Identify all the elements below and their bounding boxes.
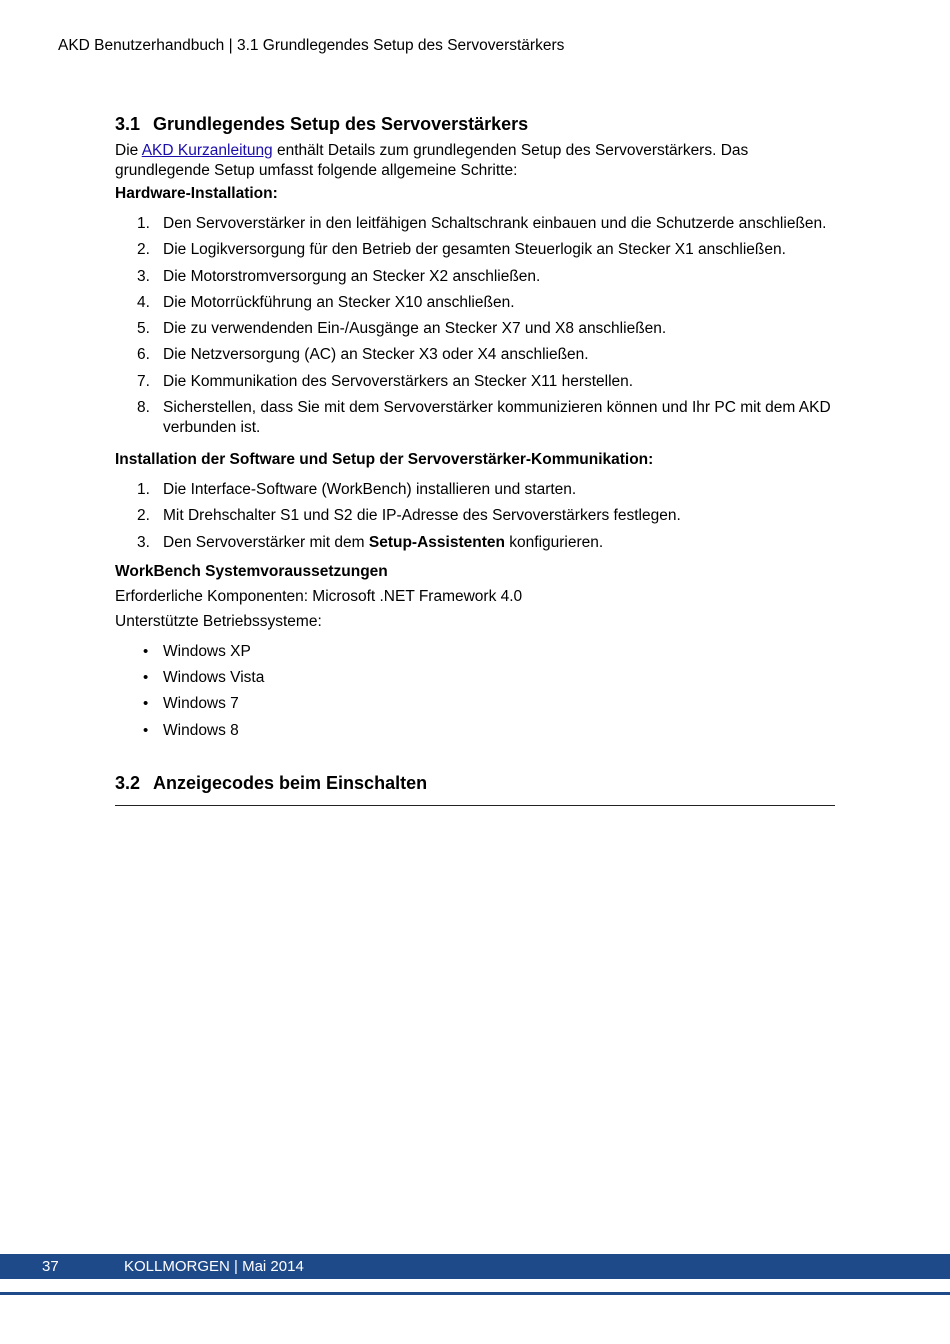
section-3-1-heading: [115, 112, 835, 136]
bullet-icon: •: [143, 642, 149, 660]
software-steps-list: [115, 480, 835, 553]
list-item: • Windows 8: [143, 721, 239, 739]
list-item: 5. Die zu verwendenden Ein-/Ausgänge an Stecker X7 und X8 anschließen.: [137, 320, 667, 338]
section-number: 3.2: [115, 772, 141, 793]
page-content: [115, 112, 835, 806]
section-divider: [115, 805, 835, 806]
supported-os-label: Unterstützte Betriebssysteme:: [115, 612, 322, 630]
footer-line: [0, 1292, 950, 1295]
bullet-icon: •: [143, 721, 149, 739]
intro-prefix: Die: [115, 142, 142, 159]
running-header: AKD Benutzerhandbuch | 3.1 Grundlegendes Setup des Servoverstärkers: [58, 37, 565, 54]
intro-paragraph: [115, 141, 835, 181]
list-item: • Windows Vista: [143, 668, 265, 686]
footer-text: KOLLMORGEN | Mai 2014: [124, 1258, 304, 1275]
kurzanleitung-link[interactable]: AKD Kurzanleitung: [141, 142, 273, 159]
section-title: Anzeigecodes beim Einschalten: [153, 772, 428, 793]
workbench-heading: WorkBench Systemvoraussetzungen: [115, 562, 388, 580]
supported-os-list: [115, 642, 835, 741]
hardware-steps-list: [115, 214, 835, 438]
bullet-icon: •: [143, 668, 149, 686]
list-item: 3. Die Motorstromversorgung an Stecker X2 anschließen.: [137, 267, 541, 285]
software-heading: Installation der Software und Setup der Servoverstärker-Kommunikation:: [115, 451, 654, 469]
list-item: 2. Mit Drehschalter S1 und S2 die IP-Adresse des Servoverstärkers festlegen.: [137, 507, 681, 525]
section-title: Grundlegendes Setup des Servoverstärkers: [153, 114, 529, 134]
list-item: 1. Den Servoverstärker in den leitfähigen Schaltschrank einbauen und die Schutzerde anschließen.: [137, 215, 827, 232]
list-item: 8. Sicherstellen, dass Sie mit dem Servoverstärker kommunizieren können und Ihr PC mit dem AKD verbunden ist.: [137, 399, 831, 437]
intro-suffix: enthält Details zum grundlegenden Setup des Servoverstärkers. Das grundlegende Setup umfasst folgende allgemeine Schritte:: [115, 142, 749, 179]
footer-band: [0, 1254, 950, 1279]
bullet-icon: •: [143, 695, 149, 713]
list-item: • Windows 7: [143, 695, 239, 713]
hardware-heading: Hardware-Installation:: [115, 185, 278, 202]
setup-assistant-term: Setup-Assistenten: [368, 533, 505, 551]
section-3-2-heading: [115, 771, 835, 795]
list-item: 2. Die Logikversorgung für den Betrieb der gesamten Steuerlogik an Stecker X1 anschließen.: [137, 241, 786, 259]
list-item: 1. Die Interface-Software (WorkBench) installieren und starten.: [137, 481, 577, 499]
list-item: 3. Den Servoverstärker mit dem Setup-Assistenten konfigurieren.: [137, 533, 604, 551]
list-item: 7. Die Kommunikation des Servoverstärkers an Stecker X11 herstellen.: [137, 372, 634, 390]
list-item: • Windows XP: [143, 642, 251, 660]
list-item: 6. Die Netzversorgung (AC) an Stecker X3 oder X4 anschließen.: [137, 346, 589, 364]
required-components: Erforderliche Komponenten: Microsoft .NET Framework 4.0: [115, 587, 523, 605]
page-number: 37: [42, 1258, 59, 1275]
list-item: 4. Die Motorrückführung an Stecker X10 anschließen.: [137, 293, 515, 311]
section-number: 3.1: [115, 114, 141, 134]
